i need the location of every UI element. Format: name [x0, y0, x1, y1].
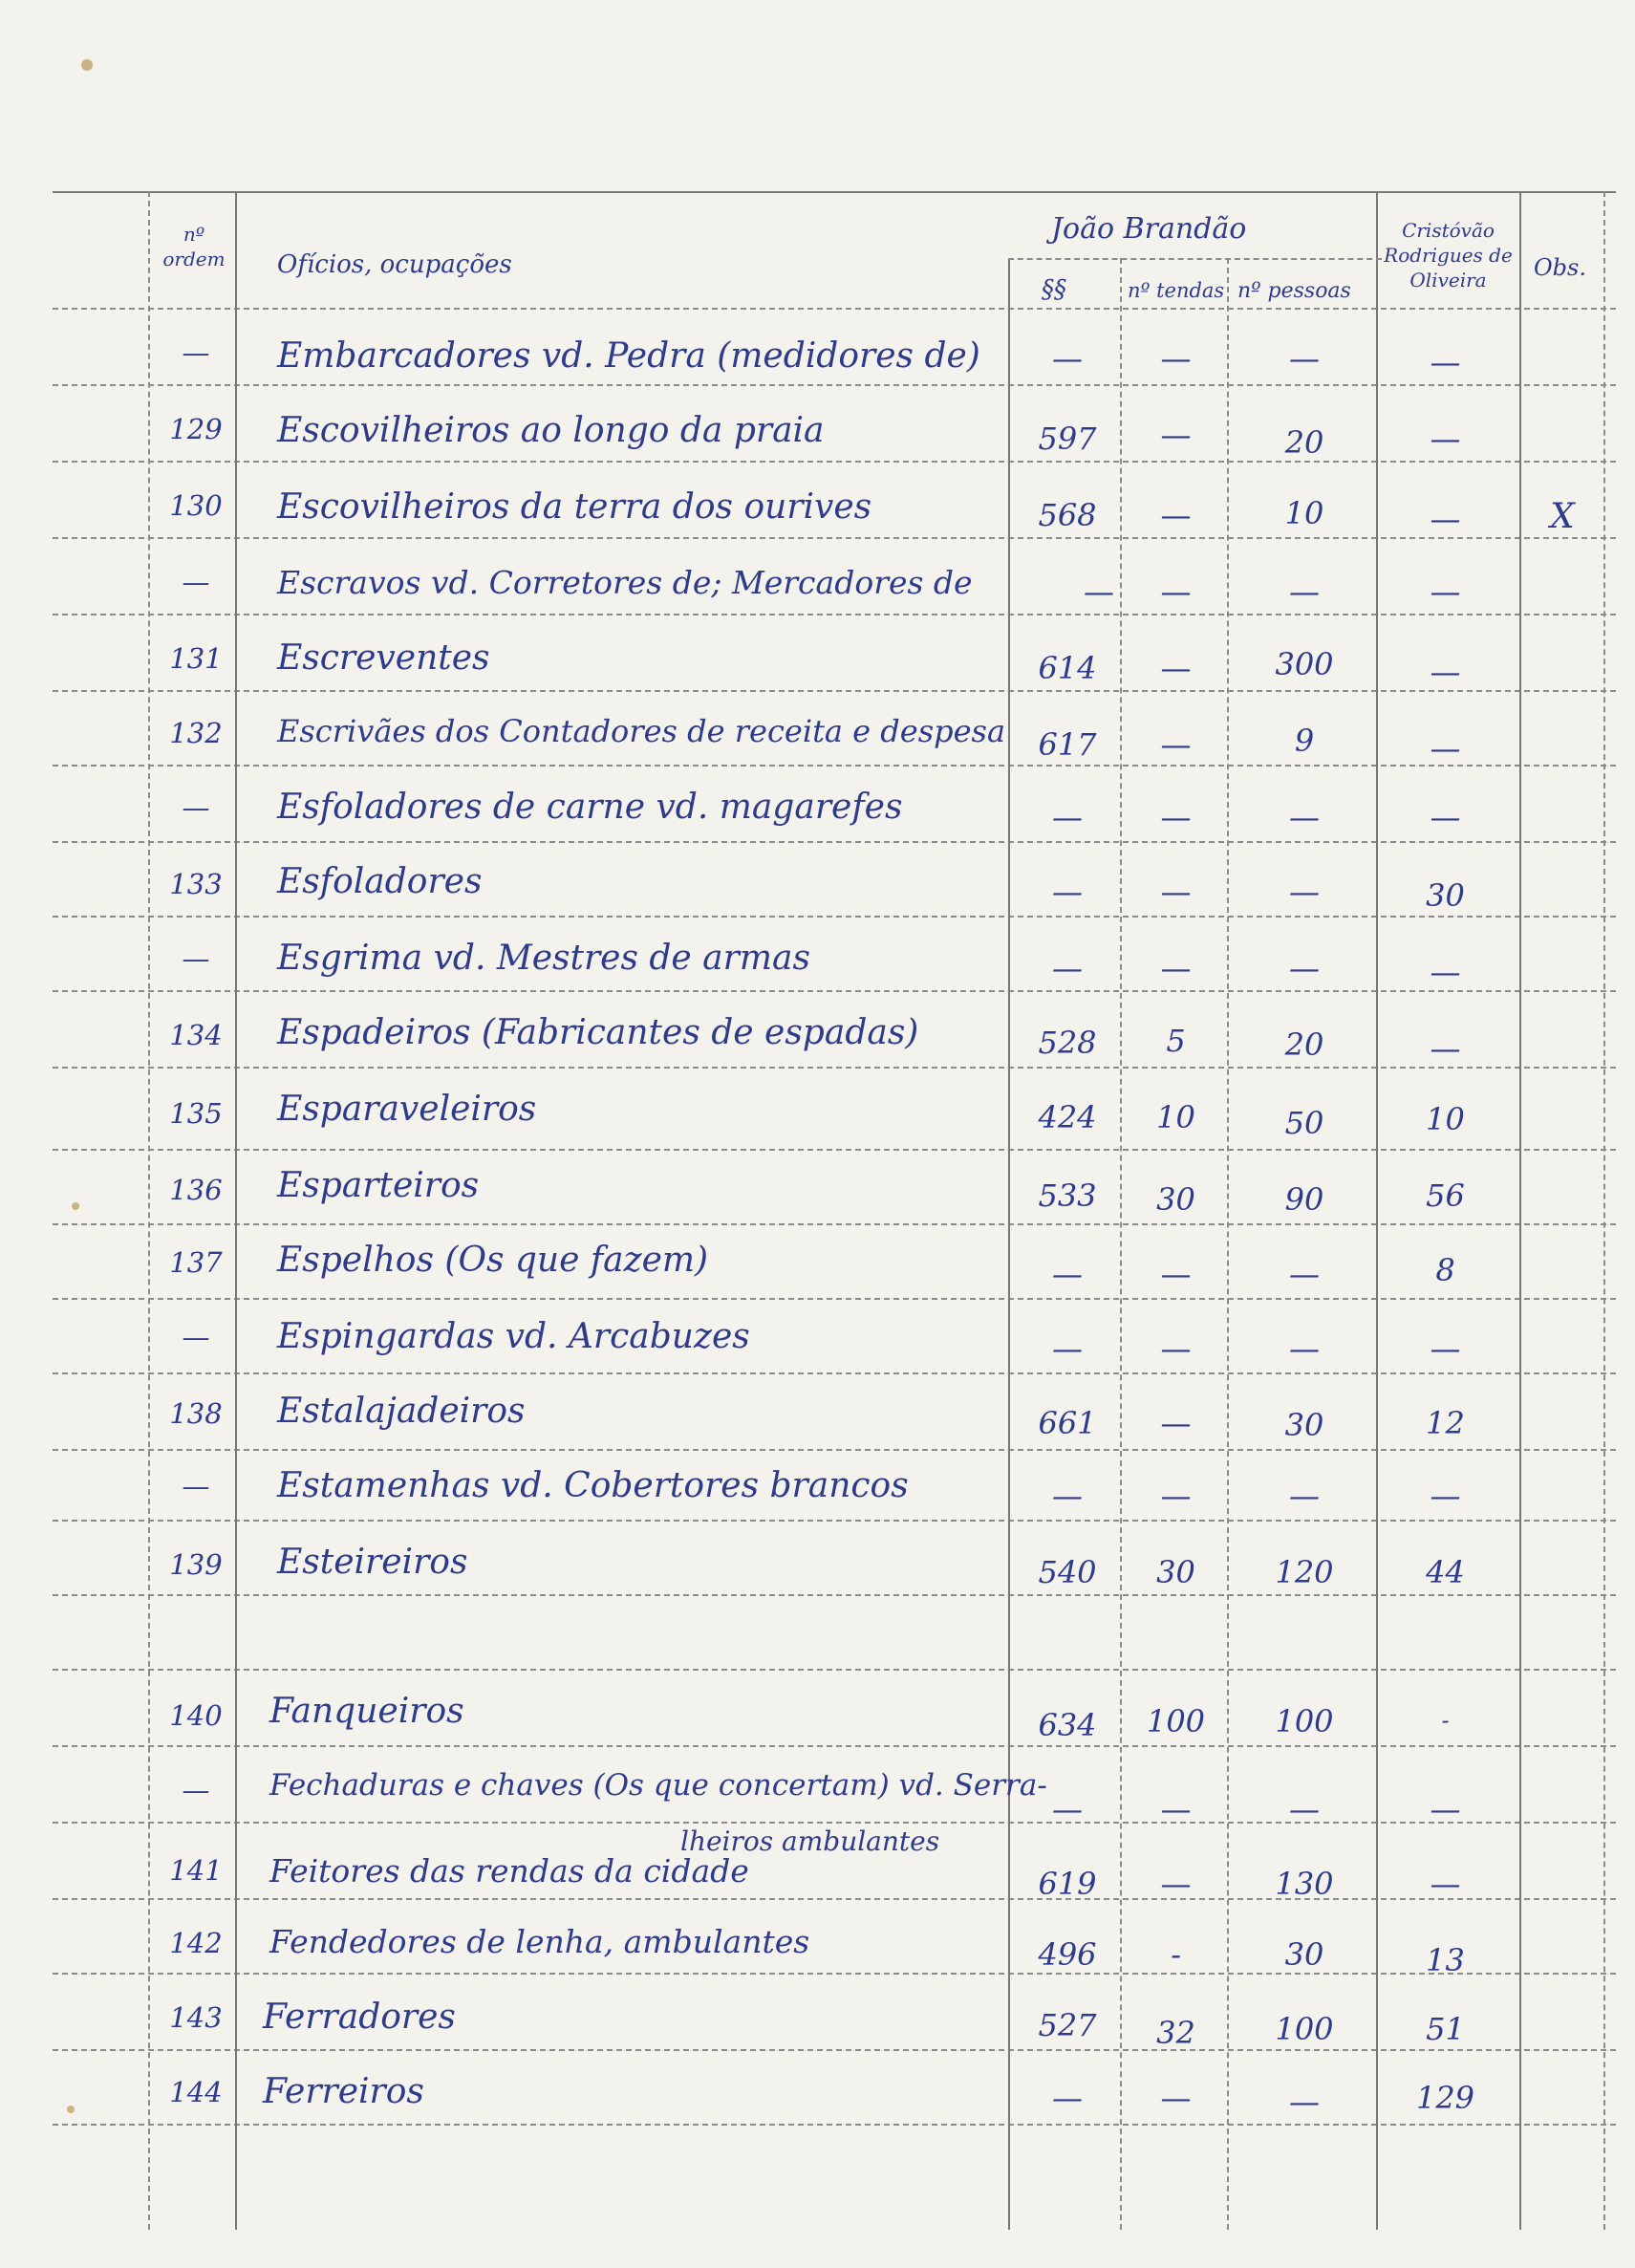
- subheader-rule: [1008, 258, 1382, 260]
- paragraph-ref: 527: [1038, 2007, 1097, 2043]
- occupation-entry: Estamenhas vd. Cobertores brancos: [277, 1466, 909, 1505]
- row-rule: [53, 1449, 1616, 1451]
- row-number: 142: [169, 1927, 223, 1959]
- paragraph-ref: 540: [1038, 1554, 1097, 1590]
- pessoas-count: 120: [1275, 1554, 1334, 1590]
- row-rule: [53, 537, 1616, 539]
- row-number: 136: [169, 1174, 223, 1206]
- tendas-count: —: [1160, 1256, 1192, 1292]
- pessoas-count: 130: [1275, 1866, 1334, 1902]
- row-rule: [53, 614, 1616, 616]
- row-rule: [53, 1149, 1616, 1151]
- cristovao-count: —: [1430, 1030, 1461, 1067]
- row-rule: [53, 1298, 1616, 1300]
- tendas-count: 30: [1156, 1181, 1195, 1218]
- occupation-entry: Fendedores de lenha, ambulantes: [269, 1923, 810, 1960]
- row-number: 129: [169, 413, 223, 445]
- pessoas-count: 100: [1275, 2011, 1334, 2047]
- tendas-count: —: [1160, 799, 1192, 835]
- occupation-entry: Ferradores: [263, 1998, 456, 2037]
- cristovao-count: —: [1430, 1866, 1461, 1902]
- pessoas-count: —: [1289, 1478, 1320, 1514]
- row-number: 133: [169, 868, 223, 900]
- occupation-entry: Escovilheiros ao longo da praia: [277, 411, 825, 450]
- tendas-count: —: [1160, 340, 1192, 377]
- pessoas-count: —: [1289, 1791, 1320, 1827]
- pessoas-count: —: [1289, 799, 1320, 835]
- tendas-count: 10: [1156, 1099, 1195, 1135]
- row-number: —: [182, 566, 210, 598]
- cristovao-count: —: [1430, 730, 1461, 767]
- cristovao-count: —: [1430, 799, 1461, 835]
- occupation-entry: Esfoladores: [277, 862, 483, 901]
- pessoas-count: 30: [1284, 1936, 1324, 1973]
- paragraph-ref: —: [1084, 573, 1114, 610]
- header-cristovao: Cristóvão Rodrigues de Oliveira: [1384, 219, 1513, 292]
- pessoas-count: 9: [1294, 723, 1315, 759]
- tendas-count: 30: [1156, 1554, 1195, 1590]
- header-bottom-rule: [53, 308, 1616, 310]
- column-rule: [1120, 258, 1122, 2230]
- paragraph-ref: 424: [1038, 1099, 1097, 1135]
- occupation-entry: Esfoladores de carne vd. magarefes: [277, 788, 903, 827]
- obs-mark: X: [1550, 497, 1575, 536]
- column-rule: [1603, 191, 1605, 2230]
- row-number: —: [182, 791, 210, 824]
- row-number: —: [182, 1321, 210, 1353]
- cristovao-count: 12: [1426, 1405, 1465, 1441]
- occupation-entry: Esteireiros: [277, 1543, 468, 1582]
- row-rule: [53, 1745, 1616, 1747]
- cristovao-count: —: [1430, 344, 1461, 380]
- header-ss: §§: [1042, 275, 1066, 304]
- paragraph-ref: —: [1052, 950, 1083, 986]
- cristovao-count: —: [1430, 654, 1461, 690]
- tendas-count: -: [1171, 1936, 1181, 1973]
- pessoas-count: —: [1289, 340, 1320, 377]
- pessoas-count: —: [1289, 1330, 1320, 1367]
- cristovao-count: 51: [1426, 2011, 1465, 2047]
- paragraph-ref: 496: [1038, 1936, 1097, 1973]
- tendas-count: —: [1160, 1330, 1192, 1367]
- occupation-entry: Escreventes: [277, 638, 490, 678]
- paragraph-ref: 568: [1038, 497, 1097, 533]
- tendas-count: —: [1160, 726, 1192, 763]
- pessoas-count: 20: [1284, 1026, 1324, 1063]
- pessoas-count: 90: [1284, 1181, 1324, 1218]
- paragraph-ref: 661: [1038, 1405, 1097, 1441]
- row-number: 139: [169, 1548, 223, 1581]
- row-number: 135: [169, 1097, 223, 1130]
- row-rule: [53, 2049, 1616, 2051]
- cristovao-count: —: [1430, 1478, 1461, 1514]
- row-number: 131: [169, 642, 223, 675]
- row-number: —: [182, 942, 210, 975]
- paragraph-ref: 597: [1038, 421, 1097, 457]
- tendas-count: —: [1160, 950, 1192, 986]
- occupation-entry: Espingardas vd. Arcabuzes: [277, 1317, 750, 1356]
- occupation-entry: Esparaveleiros: [277, 1090, 537, 1129]
- paragraph-ref: 528: [1038, 1025, 1097, 1061]
- paragraph-ref: 634: [1038, 1707, 1097, 1743]
- paragraph-ref: —: [1052, 799, 1083, 835]
- paragraph-ref: —: [1052, 340, 1083, 377]
- column-rule: [1519, 191, 1521, 2230]
- tendas-count: —: [1160, 874, 1192, 910]
- pessoas-count: —: [1289, 1256, 1320, 1292]
- cristovao-count: 10: [1426, 1101, 1465, 1137]
- row-rule: [53, 384, 1616, 386]
- row-number: —: [182, 1470, 210, 1502]
- row-number: 144: [169, 2076, 223, 2108]
- row-rule: [53, 916, 1616, 918]
- cristovao-count: —: [1430, 1791, 1461, 1827]
- pessoas-count: —: [1289, 573, 1320, 610]
- tendas-count: —: [1160, 497, 1192, 533]
- row-number: 132: [169, 717, 223, 749]
- row-rule: [53, 1594, 1616, 1596]
- pessoas-count: —: [1289, 874, 1320, 910]
- occupation-entry: Escovilheiros da terra dos ourives: [277, 487, 872, 527]
- pessoas-count: 100: [1275, 1703, 1334, 1739]
- column-rule: [1376, 191, 1378, 2230]
- row-number: 140: [169, 1699, 223, 1732]
- header-obs: Obs.: [1534, 254, 1586, 281]
- occupation-entry: Embarcadores vd. Pedra (medidores de): [277, 336, 980, 376]
- row-rule: [53, 990, 1616, 992]
- pessoas-count: —: [1289, 2084, 1320, 2120]
- tendas-count: 32: [1156, 2015, 1195, 2051]
- tendas-count: —: [1160, 1405, 1192, 1441]
- row-rule: [53, 1067, 1616, 1069]
- tendas-count: —: [1160, 573, 1192, 610]
- cristovao-count: —: [1430, 421, 1461, 457]
- row-rule: [53, 461, 1616, 463]
- paragraph-ref: 614: [1038, 650, 1097, 686]
- header-joao-brandao: João Brandão: [1051, 212, 1247, 246]
- cristovao-count: 129: [1415, 2080, 1475, 2116]
- punch-hole-mark: [72, 1202, 79, 1210]
- occupation-entry: Feitores das rendas da cidade: [269, 1852, 749, 1890]
- paragraph-ref: —: [1052, 1791, 1083, 1827]
- tendas-count: —: [1160, 650, 1192, 686]
- occupation-entry: Fanqueiros: [269, 1692, 464, 1731]
- paragraph-ref: —: [1052, 2080, 1083, 2116]
- paragraph-ref: 619: [1038, 1866, 1097, 1902]
- row-rule: [53, 690, 1616, 692]
- cristovao-count: 56: [1426, 1177, 1465, 1214]
- row-number: —: [182, 336, 210, 369]
- paragraph-ref: —: [1052, 1330, 1083, 1367]
- row-number: 141: [169, 1854, 223, 1887]
- header-tendas: nº tendas: [1128, 279, 1225, 302]
- paragraph-ref: 617: [1038, 726, 1097, 763]
- row-rule: [53, 1520, 1616, 1522]
- row-rule: [53, 1223, 1616, 1225]
- punch-hole-mark: [81, 59, 93, 71]
- column-rule: [1008, 258, 1010, 2230]
- tendas-count: —: [1160, 1866, 1192, 1902]
- cristovao-count: —: [1430, 501, 1461, 537]
- pessoas-count: 20: [1284, 424, 1324, 461]
- occupation-entry: Escrivães dos Contadores de receita e despesa: [277, 713, 1006, 749]
- header-top-rule: [53, 191, 1616, 193]
- occupation-entry: Escravos vd. Corretores de; Mercadores de: [277, 564, 973, 601]
- occupation-entry: Esgrima vd. Mestres de armas: [277, 939, 810, 978]
- tendas-count: 100: [1146, 1703, 1206, 1739]
- tendas-count: —: [1160, 417, 1192, 453]
- row-number: 138: [169, 1397, 223, 1430]
- row-rule: [53, 841, 1616, 843]
- row-number: —: [182, 1774, 210, 1806]
- paragraph-ref: 533: [1038, 1177, 1097, 1214]
- row-rule: [53, 1372, 1616, 1374]
- tendas-count: —: [1160, 1478, 1192, 1514]
- header-ordem: nº ordem: [162, 223, 226, 270]
- cristovao-count: 8: [1435, 1252, 1455, 1288]
- occupation-entry: Fechaduras e chaves (Os que concertam) vd. Serra-: [269, 1768, 1047, 1803]
- pessoas-count: 300: [1275, 646, 1334, 682]
- punch-hole-mark: [67, 2106, 75, 2113]
- tendas-count: 5: [1166, 1023, 1186, 1059]
- cristovao-count: —: [1430, 573, 1461, 610]
- row-number: 137: [169, 1246, 223, 1279]
- pessoas-count: 10: [1284, 495, 1324, 531]
- pessoas-count: 30: [1284, 1407, 1324, 1443]
- cristovao-count: 30: [1426, 877, 1465, 914]
- row-number: 134: [169, 1019, 223, 1051]
- column-rule: [1227, 258, 1229, 2230]
- occupation-entry: Espadeiros (Fabricantes de espadas): [277, 1013, 919, 1052]
- occupation-entry: Ferreiros: [263, 2072, 424, 2111]
- pessoas-count: —: [1289, 950, 1320, 986]
- row-rule: [53, 1669, 1616, 1671]
- tendas-count: —: [1160, 2080, 1192, 2116]
- occupation-entry: Esparteiros: [277, 1166, 480, 1205]
- header-oficios: Ofícios, ocupações: [277, 250, 512, 279]
- row-rule: [53, 2124, 1616, 2126]
- cristovao-count: -: [1441, 1707, 1450, 1734]
- cristovao-count: —: [1430, 954, 1461, 990]
- continuation-note: lheiros ambulantes: [680, 1825, 940, 1857]
- cristovao-count: 13: [1426, 1942, 1465, 1978]
- paragraph-ref: —: [1052, 1478, 1083, 1514]
- pessoas-count: 50: [1284, 1105, 1324, 1141]
- row-number: 143: [169, 2001, 223, 2034]
- tendas-count: —: [1160, 1791, 1192, 1827]
- cristovao-count: —: [1430, 1330, 1461, 1367]
- cristovao-count: 44: [1426, 1554, 1465, 1590]
- occupation-entry: Estalajadeiros: [277, 1392, 526, 1431]
- row-number: 130: [169, 489, 223, 522]
- header-pessoas: nº pessoas: [1237, 279, 1351, 303]
- paragraph-ref: —: [1052, 1256, 1083, 1292]
- occupation-entry: Espelhos (Os que fazem): [277, 1241, 709, 1280]
- paragraph-ref: —: [1052, 874, 1083, 910]
